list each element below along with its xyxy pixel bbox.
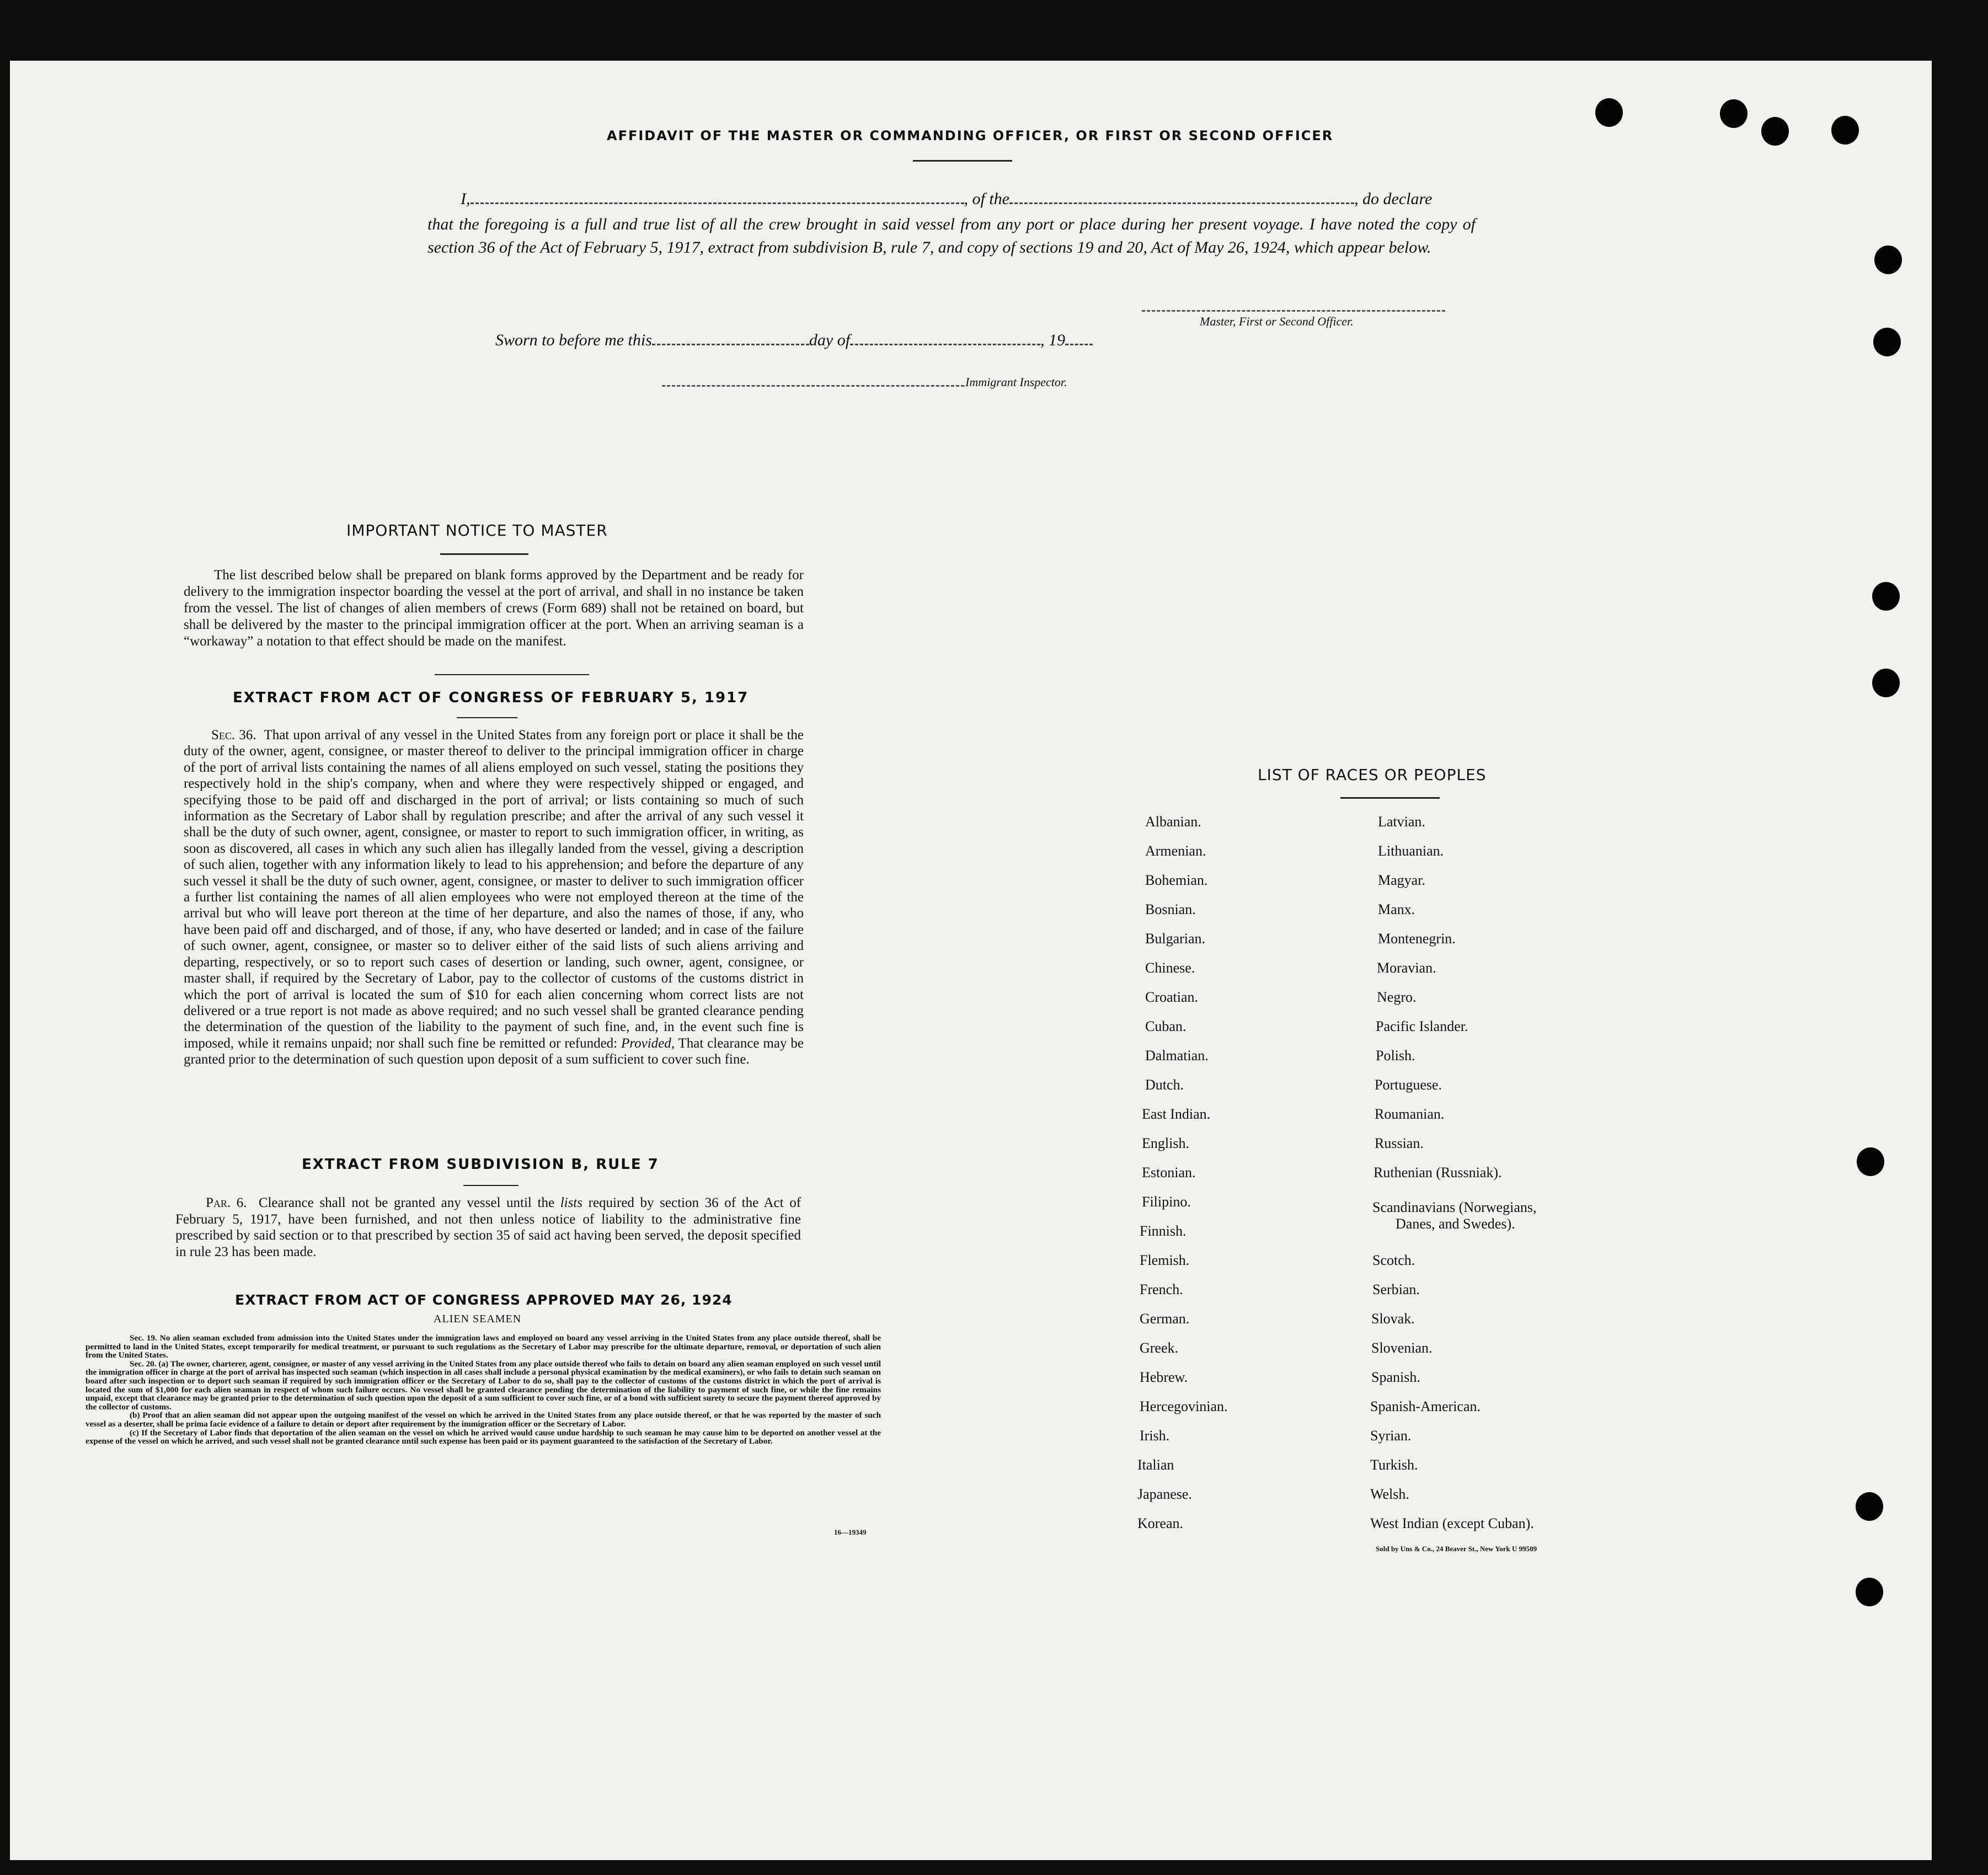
extract-1917-title: EXTRACT FROM ACT OF CONGRESS OF FEBRUARY 5, 1917 xyxy=(233,690,749,706)
sec-20c-paragraph: (c) If the Secretary of Labor finds that deportation of the alien seaman on the vessel on which he arrived would cause undue hardship to such seaman he may cause him to be deported on another vessel at the expense of the vessel on which he arrived, and such vessel shall not be granted clearance until such expense has been paid or its payment guaranteed to the satisfaction of the Secretary of Labor. xyxy=(85,1428,881,1446)
affidavit-title: AFFIDAVIT OF THE MASTER OR COMMANDING OFFICER, OR FIRST OR SECOND OFFICER xyxy=(607,128,1334,143)
race-left-item: Japanese. xyxy=(1137,1486,1192,1502)
extract-1924-body xyxy=(85,1334,881,1446)
sec-36-text: That upon arrival of any vessel in the United States from any foreign port or place it shall be the duty of the owner, agent, consignee, or master thereof to deliver to the principal immigration officer in charge of the port of arrival lists containing the names of all aliens employed on such vessel, stating the positions they respectively hold in the ship's company, when and where they were respectively shipped or engaged, and specifying those to be paid off and discharged in the port of arrival; or lists containing so much of such information as the Secretary of Labor shall by regulation prescribe; and after the arrival of any such vessel it shall be the duty of such owner, agent, consignee, or master to report to such immigration officer, in writing, as soon as discovered, all cases in which any such alien has illegally landed from the vessel, giving a description of such alien, together with any information likely to lead to his apprehension; and before the departure of any such vessel it shall be the duty of such owner, agent, consignee, or master to deliver to such immigration officer a further list containing the names of all alien employees who were not employed thereon at the time of the arrival but who will leave port thereon at the time of her departure, and also the names of those, if any, who have been paid off and discharged, and of those, if any, who have deserted or landed; and in case of the failure of such owner, agent, consignee, or master so to deliver either of the said lists of such aliens arriving and departing, respectively, or so to report such cases of desertion or landing, such owner, agent, consignee, or master shall, if required by the Secretary of Labor, pay to the collector of customs of the customs district in which the port of arrival is located the sum of $10 for each alien concerning whom correct lists are not delivered or a true report is not made as above required; and no such vessel shall be granted clearance pending the determination of the question of the liability to the payment of such fine, and, in the event such fine is imposed, while it remains unpaid; nor shall such fine be remitted or refunded: xyxy=(184,728,804,1051)
race-right-item: Latvian. xyxy=(1378,814,1425,830)
race-right-item: Scotch. xyxy=(1372,1252,1415,1268)
race-right-item: Scandinavians (Norwegians, xyxy=(1372,1199,1537,1215)
sec-36-tail: That clearance may be granted prior to the determination of such question upon deposit of a sum sufficient to cover such fine. xyxy=(184,1035,804,1067)
divider xyxy=(463,1185,519,1186)
race-left-item: Albanian. xyxy=(1145,814,1201,830)
race-right-item: Ruthenian (Russniak). xyxy=(1374,1164,1502,1180)
race-right-item: Serbian. xyxy=(1372,1281,1420,1297)
sec-36-label: Sec. 36. xyxy=(211,728,256,742)
punch-hole xyxy=(1595,98,1623,127)
inspector-caption: Immigrant Inspector. xyxy=(965,375,1067,389)
race-left-item: Filipino. xyxy=(1142,1194,1191,1210)
affidavit-body: that the foregoing is a full and true list of all the crew brought in said vessel from any port or place during her present voyage. I have noted the copy of section 36 of the Act of February 5, 1917, extract from subdivision B, rule 7, and copy of sections 19 and 20, Act of May 26, 1924, which appear below. xyxy=(427,215,1476,257)
race-right-item: Manx. xyxy=(1378,901,1415,917)
race-right-item: Lithuanian. xyxy=(1378,843,1444,859)
punch-hole xyxy=(1872,669,1900,697)
lists-word: lists xyxy=(560,1195,582,1210)
extract-1924-title: EXTRACT FROM ACT OF CONGRESS APPROVED MAY 26, 1924 xyxy=(235,1292,733,1308)
race-left-item: German. xyxy=(1140,1311,1190,1327)
race-left-item: Bohemian. xyxy=(1145,872,1208,888)
master-signature-caption: Master, First or Second Officer. xyxy=(1200,314,1354,328)
alien-seamen-subtitle: ALIEN SEAMEN xyxy=(434,1313,522,1325)
divider xyxy=(1340,797,1440,799)
race-right-item: Polish. xyxy=(1376,1048,1415,1064)
race-right-item: Slovenian. xyxy=(1371,1340,1433,1356)
punch-hole xyxy=(1831,116,1859,145)
rule-7-text-b: required by section 36 of the Act of February 5, 1917, have been furnished, and not then unless notice of liability to the administrative fine prescribed by said section or to that prescribed by section 35 of said act having been served, the deposit specified in rule 23 has been made. xyxy=(175,1195,801,1259)
sec-20a-paragraph: Sec. 20. (a) The owner, charterer, agent, consignee, or master of any vessel arriving in the United States from any place outside thereof who fails to detain on board any alien seaman employed on such vessel until the immigration officer in charge at the port of arrival has inspected such seaman (which inspection in all cases shall include a personal physical examination by the medical examiners), or who fails to detain such seaman on board after such inspection or to deport such seaman if required by such immigration officer or the Secretary of Labor to do so, shall pay to the collector of customs of the customs district in which the port of arrival is located the sum of $1,000 for each alien seaman in respect of whom such failure occurs. No vessel shall be granted clearance pending the determination of the liability to payment of such fine, or while the fine remains unpaid, except that clearance may be granted prior to the determination of such question upon the deposit of a sum sufficient to cover such fine, or of a bond with sufficient surety to secure the payment thereof approved by the collector of customs. xyxy=(85,1359,881,1412)
race-left-item: Bosnian. xyxy=(1145,901,1196,917)
notice-title: IMPORTANT NOTICE TO MASTER xyxy=(346,521,608,539)
punch-hole xyxy=(1856,1578,1883,1606)
sworn-month-field[interactable] xyxy=(850,343,1040,345)
punch-hole xyxy=(1761,117,1789,146)
extract-1917-body xyxy=(184,727,804,1068)
rule-7-body xyxy=(175,1195,801,1260)
race-right-item: Slovak. xyxy=(1371,1311,1415,1327)
race-right-item: Montenegrin. xyxy=(1378,931,1456,947)
divider xyxy=(457,717,517,718)
race-right-item: Syrian. xyxy=(1370,1428,1412,1444)
race-left-item: East Indian. xyxy=(1142,1106,1211,1122)
race-left-item: Korean. xyxy=(1137,1515,1184,1531)
race-left-item: Flemish. xyxy=(1140,1252,1190,1268)
divider xyxy=(913,160,1012,162)
race-right-item: Danes, and Swedes). xyxy=(1396,1216,1515,1232)
race-left-item: Irish. xyxy=(1140,1428,1170,1444)
race-left-item: Chinese. xyxy=(1145,960,1195,976)
race-right-item: Roumanian. xyxy=(1375,1106,1445,1122)
divider xyxy=(435,674,589,675)
race-right-item: West Indian (except Cuban). xyxy=(1370,1515,1534,1531)
race-right-item: Welsh. xyxy=(1370,1486,1409,1502)
race-left-item: Dutch. xyxy=(1145,1077,1184,1093)
race-right-item: Turkish. xyxy=(1370,1457,1418,1473)
race-left-item: Hebrew. xyxy=(1140,1369,1188,1385)
divider xyxy=(440,553,528,555)
race-left-item: Hercegovinian. xyxy=(1140,1398,1228,1414)
race-left-item: Greek. xyxy=(1140,1340,1179,1356)
race-left-item: Finnish. xyxy=(1140,1223,1187,1239)
vessel-field[interactable] xyxy=(1009,202,1354,204)
race-right-item: Moravian. xyxy=(1377,960,1436,976)
race-left-item: Italian xyxy=(1137,1457,1174,1473)
par-6-label: Par. 6. xyxy=(206,1195,247,1210)
affidavit-declaration-line xyxy=(461,188,1476,211)
race-left-item: Armenian. xyxy=(1145,843,1206,859)
affidavit-i-label: I, xyxy=(461,190,471,208)
race-left-item: English. xyxy=(1142,1135,1189,1151)
race-left-item: Bulgarian. xyxy=(1145,931,1206,947)
punch-hole xyxy=(1856,1492,1883,1521)
name-field[interactable] xyxy=(471,202,964,204)
of-the-label: , of the xyxy=(964,190,1009,208)
form-number: 16—19349 xyxy=(834,1528,867,1536)
day-of-label: day of xyxy=(809,331,851,349)
punch-hole xyxy=(1874,245,1902,274)
race-right-item: Pacific Islander. xyxy=(1376,1018,1468,1034)
race-right-item: Portuguese. xyxy=(1375,1077,1442,1093)
punch-hole xyxy=(1873,328,1901,356)
punch-hole xyxy=(1872,582,1900,611)
punch-hole xyxy=(1720,99,1747,128)
race-right-item: Spanish. xyxy=(1371,1369,1420,1385)
race-right-item: Spanish-American. xyxy=(1370,1398,1481,1414)
sworn-prefix: Sworn to before me this xyxy=(495,331,652,349)
race-right-item: Russian. xyxy=(1375,1135,1424,1151)
race-right-item: Magyar. xyxy=(1378,872,1425,888)
sworn-year-field[interactable] xyxy=(1065,343,1093,345)
sworn-line xyxy=(495,331,1093,350)
race-left-item: Estonian. xyxy=(1142,1164,1196,1180)
race-right-item: Negro. xyxy=(1377,989,1417,1005)
race-left-item: Dalmatian. xyxy=(1145,1048,1209,1064)
notice-body: The list described below shall be prepared on blank forms approved by the Department and be ready for delivery to the immigration inspector boarding the vessel at the port of arrival, and shall in no instance be taken from the vessel. The list of changes of alien members of crews (Form 689) shall not be retained on board, but shall be delivered by the master to the principal immigration officer at the port. When an arriving seaman is a “workaway” a notation to that effect should be made on the manifest. xyxy=(184,568,804,649)
inspector-signature-line[interactable] xyxy=(662,385,964,387)
master-signature-line[interactable] xyxy=(1142,310,1445,312)
punch-hole xyxy=(1857,1147,1884,1176)
race-left-item: Cuban. xyxy=(1145,1018,1187,1034)
sec-20b-paragraph: (b) Proof that an alien seaman did not appear upon the outgoing manifest of the vessel on which he arrived in the United States from any place outside thereof, or that he was reported by the master of such vessel as a deserter, shall be prima facie evidence of a failure to detain or deport after requirement by the immigration officer or the Secretary of Labor. xyxy=(85,1411,881,1429)
provided-word: Provided, xyxy=(621,1035,675,1051)
race-left-item: Croatian. xyxy=(1145,989,1199,1005)
do-declare-label: , do declare xyxy=(1354,190,1433,208)
rule-7-title: EXTRACT FROM SUBDIVISION B, RULE 7 xyxy=(302,1156,659,1173)
year-prefix: , 19 xyxy=(1040,331,1066,349)
sec-19-paragraph: Sec. 19. No alien seaman excluded from admission into the United States under the immigration laws and employed on board any vessel arriving in the United States from any place outside thereof, shall be permitted to land in the United States, except temporarily for medical treatment, or pursuant to such regulations as the Secretary of Labor may prescribe for the ultimate departure, removal, or deportation of such alien from the United States. xyxy=(85,1333,881,1360)
race-left-item: French. xyxy=(1140,1281,1183,1297)
rule-7-text-a: Clearance shall not be granted any vessel until the xyxy=(258,1195,555,1210)
races-title: LIST OF RACES OR PEOPLES xyxy=(1258,766,1487,784)
sworn-day-field[interactable] xyxy=(652,343,809,345)
printer-imprint: Sold by Uns & Co., 24 Beaver St., New York U 99509 xyxy=(1376,1545,1537,1553)
